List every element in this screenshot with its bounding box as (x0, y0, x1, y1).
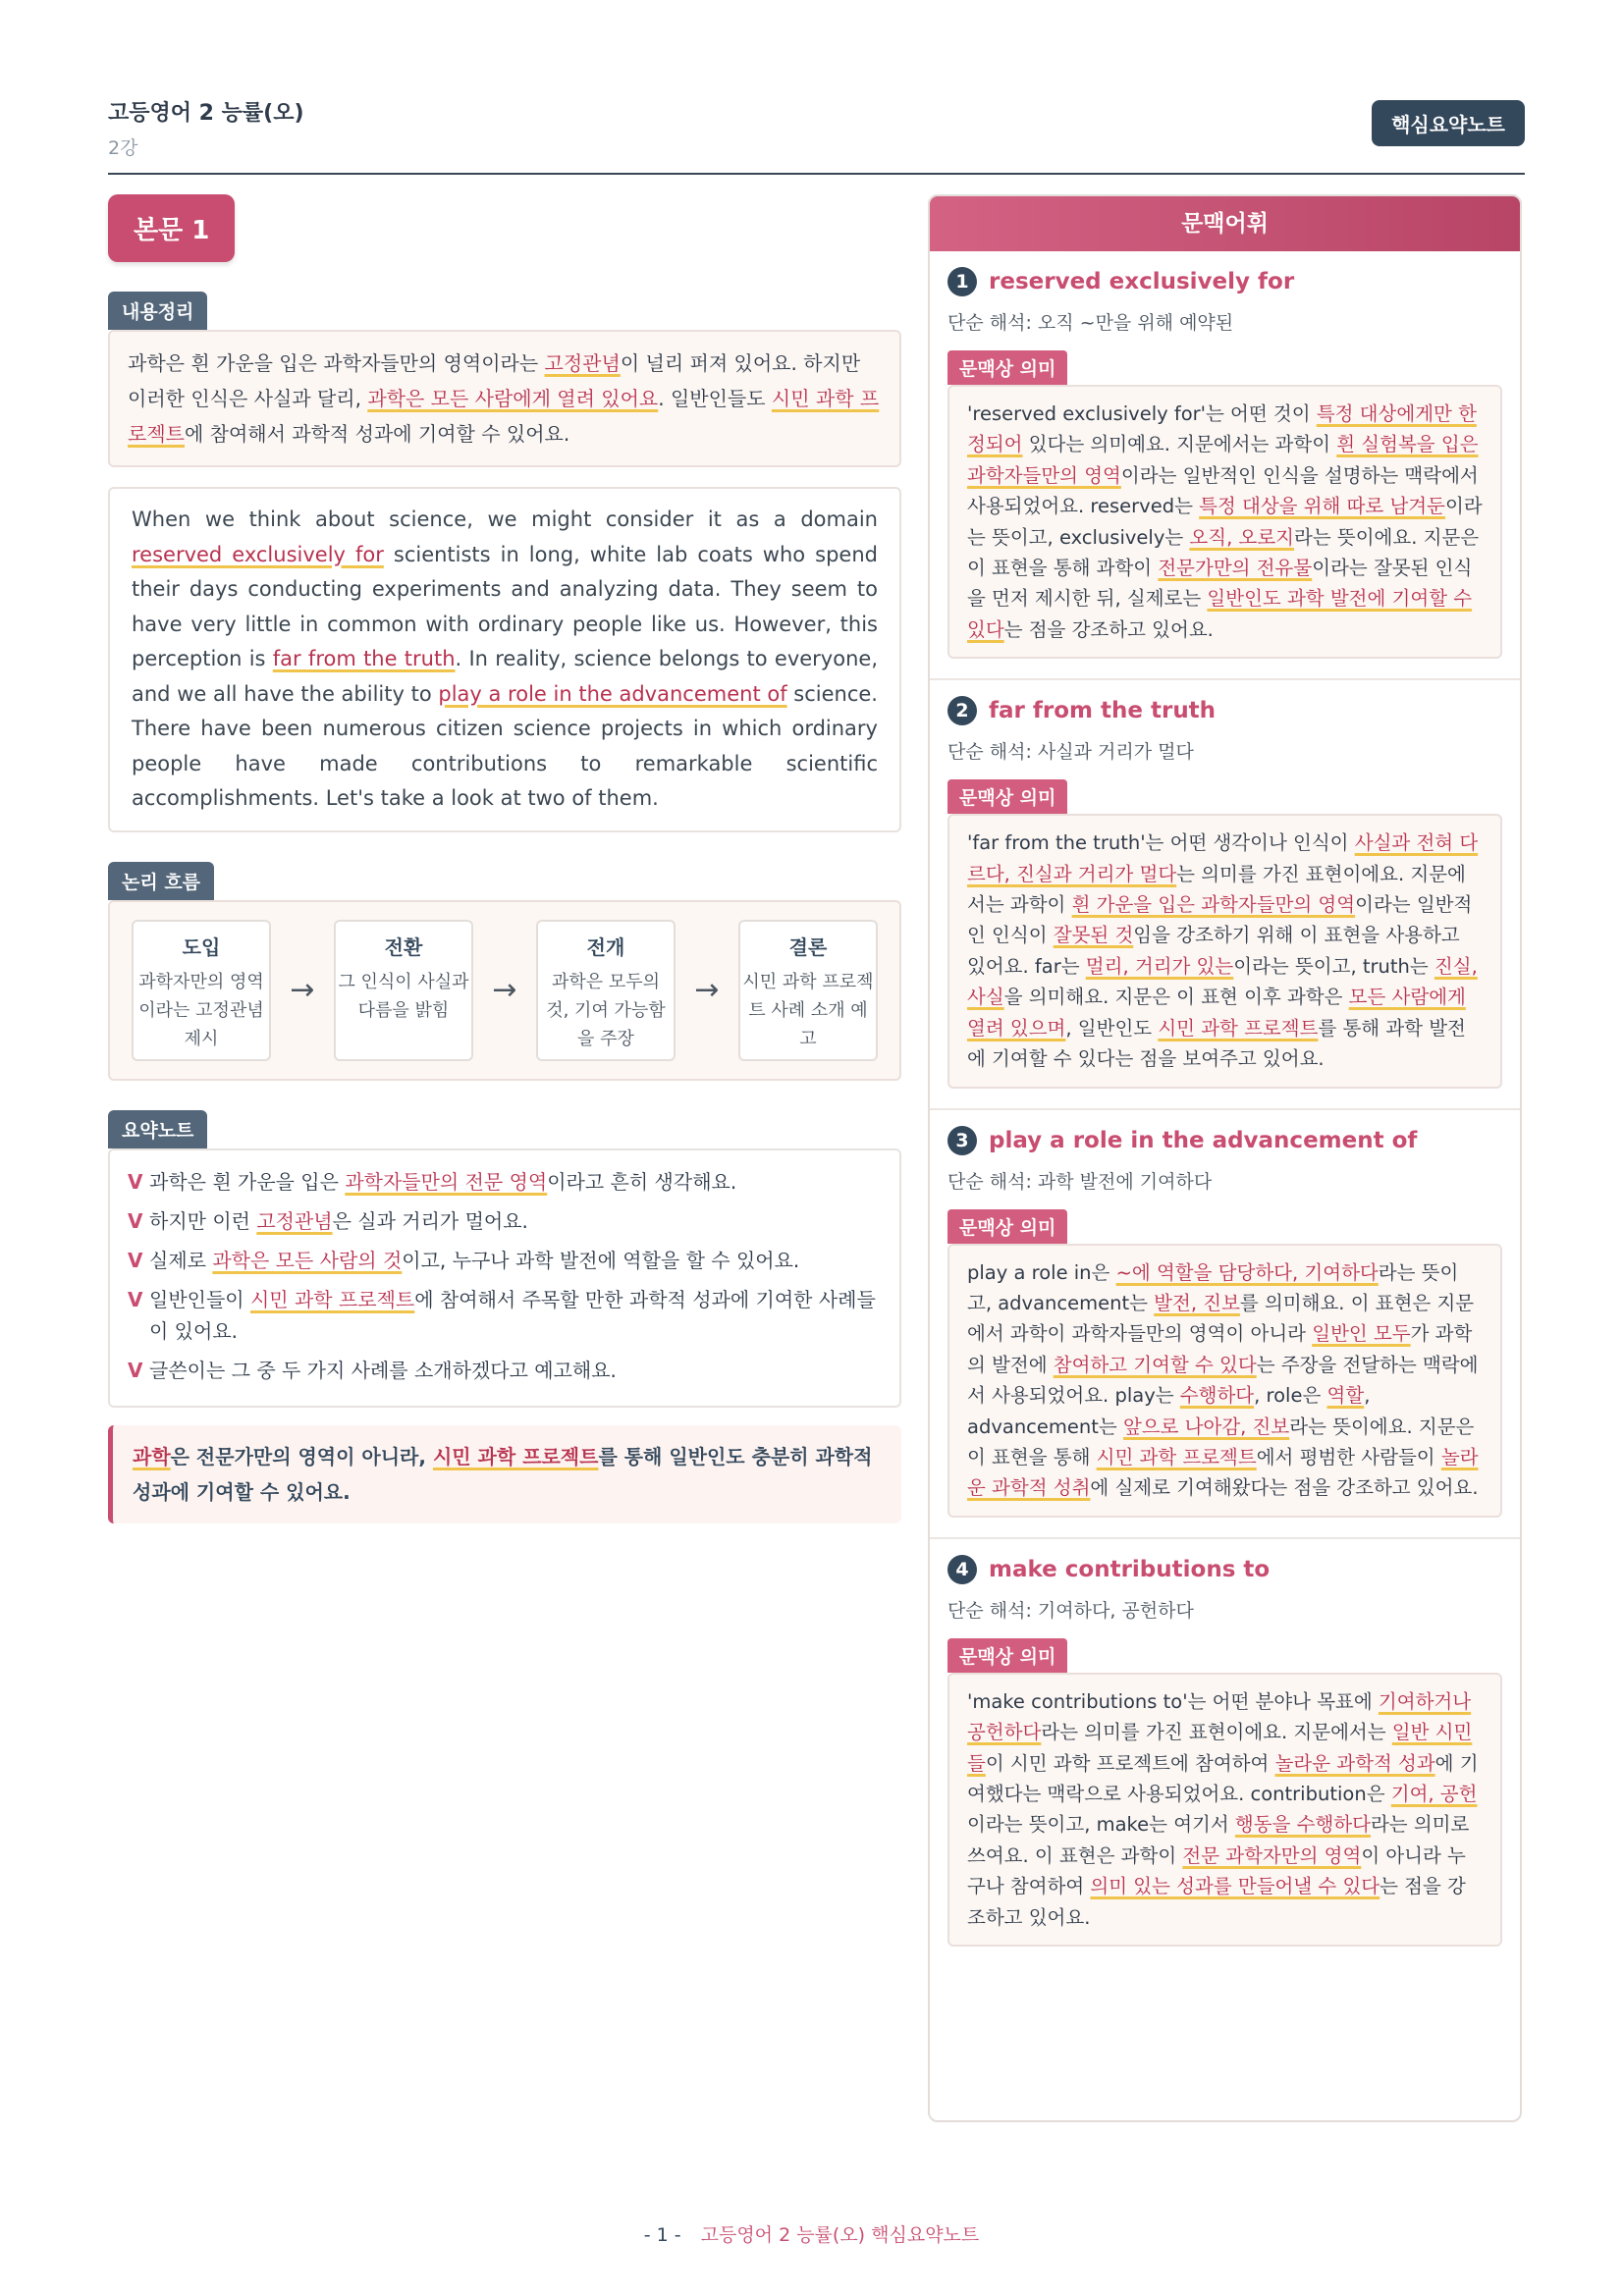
simple-meaning-label: 단순 해석: (947, 312, 1032, 334)
context-highlight: 발전, 진보 (1154, 1291, 1240, 1314)
passage-highlight: reserved exclusively for (132, 542, 384, 566)
vocab-number: 4 (947, 1555, 977, 1584)
context-highlight: 시민 과학 프로젝트 (1096, 1445, 1257, 1468)
flow-step-title: 전개 (586, 934, 625, 959)
context-highlight: 사실과 전혀 다르다, 진실과 거리가 멀다 (967, 831, 1479, 885)
context-text: 라는 의미로 쓰여요. 이 표현은 과학이 (967, 1813, 1470, 1867)
note-item (128, 1205, 882, 1237)
context-highlight: 일반 시민들 (967, 1721, 1473, 1775)
simple-meaning-label: 단순 해석: (947, 1170, 1032, 1193)
left-column (108, 194, 901, 1523)
context-highlight: 의미 있는 성과를 만들어낼 수 있다 (1090, 1875, 1380, 1898)
check-icon: V (128, 1169, 143, 1194)
flow-step-desc: 과학자만의 영역이라는 고정관념 제시 (138, 971, 264, 1049)
vocab-number: 1 (947, 267, 977, 296)
context-text: 라는 뜻이에요. 지문은 이 표현을 통해 과학이 (967, 525, 1480, 580)
vocab-entry (930, 1110, 1520, 1539)
simple-meaning-text: 과학 발전에 기여하다 (1037, 1170, 1213, 1193)
summary-box (108, 330, 901, 467)
vocab-phrase: reserved exclusively for (989, 269, 1295, 294)
note-type-badge: 핵심요약노트 (1372, 100, 1525, 146)
summary-highlight: 시민 과학 프로젝트 (128, 387, 880, 446)
flow-step (738, 920, 878, 1061)
note-text: 에 참여해서 주목할 만한 과학적 성과에 기여한 사례들이 있어요. (149, 1287, 876, 1343)
passage-text: science. There have been numerous citizen science projects in which ordinary people have made contributions to remarkable scientific accomplishments. Let's take a look at two of them. (132, 681, 878, 810)
context-text: 라는 의미를 가진 표현이에요. 지문에서는 (1041, 1721, 1392, 1744)
context-text: 를 의미해요. 이 표현은 지문에서 과학이 과학자들만의 영역이 아니라 (967, 1291, 1475, 1346)
context-meaning-label: 문맥상 의미 (947, 1209, 1067, 1244)
vocab-entry (930, 680, 1520, 1109)
simple-meaning-text: 오직 ~만을 위해 예약된 (1037, 312, 1234, 334)
simple-meaning-label: 단순 해석: (947, 1599, 1032, 1622)
context-meaning-box (947, 385, 1502, 659)
summary-highlight: 고정관념 (544, 351, 621, 375)
context-highlight: 일반인도 과학 발전에 기여할 수 있다 (967, 587, 1473, 641)
conclusion-text: 은 전문가만의 영역이 아니라, (170, 1444, 433, 1468)
right-arrow-icon: → (694, 973, 720, 1007)
context-highlight: 흰 실험복을 입은 과학자들만의 영역 (967, 433, 1479, 487)
context-text: 라는 뜻이에요. 지문은 이 표현을 통해 (967, 1415, 1475, 1468)
passage-box (108, 487, 901, 832)
context-highlight: 일반인 모두 (1312, 1322, 1411, 1346)
context-highlight: 오직, 오로지 (1189, 525, 1294, 549)
context-meaning-box (947, 1244, 1502, 1518)
flow-step-desc: 과학은 모두의 것, 기여 가능함을 주장 (546, 971, 666, 1049)
context-highlight: 전문가만의 전유물 (1158, 557, 1313, 580)
simple-meaning (947, 737, 1502, 764)
context-highlight: ~에 역할을 담당하다, 기여하다 (1115, 1260, 1379, 1284)
context-highlight: 잘못된 것 (1053, 924, 1134, 947)
context-text: 에 실제로 기여해왔다는 점을 강조하고 있어요. (1090, 1476, 1479, 1500)
section-tag: 본문 1 (108, 194, 235, 262)
context-text: , 일반인도 (1065, 1016, 1159, 1040)
context-text: 는 주장을 전달하는 맥락에서 사용되었어요. play는 (967, 1353, 1479, 1408)
summary-highlight: 과학은 모든 사람에게 열려 있어요 (367, 387, 659, 410)
summary-notes-box (108, 1148, 901, 1408)
context-text: 에 기여했다는 맥락으로 사용되었어요. contribution은 (967, 1751, 1479, 1805)
logic-flow-box (108, 900, 901, 1081)
context-text: 이라는 일반적인 인식을 설명하는 맥락에서 사용되었어요. reserved는 (967, 463, 1479, 518)
flow-step (536, 920, 676, 1061)
vocab-phrase: play a role in the advancement of (989, 1127, 1418, 1153)
context-text: 'far from the truth'는 어떤 생각이나 인식이 (967, 831, 1355, 855)
context-highlight: 전문 과학자만의 영역 (1182, 1843, 1362, 1867)
conclusion-box (108, 1425, 901, 1523)
context-text: 있다는 의미예요. 지문에서는 과학이 (1022, 433, 1337, 456)
context-text: 는 점을 강조하고 있어요. (967, 1875, 1466, 1929)
context-text: , role은 (1254, 1384, 1327, 1408)
context-text: 임을 강조하기 위해 이 표현을 사용하고 있어요. far는 (967, 924, 1460, 978)
context-highlight: 기여하거나 공헌하다 (967, 1689, 1472, 1744)
context-highlight: 수행하다 (1179, 1384, 1255, 1408)
note-text: 과학은 흰 가운을 입은 (149, 1169, 346, 1194)
context-meaning-label: 문맥상 의미 (947, 779, 1067, 814)
check-icon: V (128, 1287, 143, 1311)
context-text: , advancement는 (967, 1384, 1371, 1438)
vocab-phrase: far from the truth (989, 698, 1217, 724)
page-number: - 1 - (643, 2224, 681, 2246)
passage-text: When we think about science, we might consider it as a domain (132, 507, 878, 531)
context-highlight: 놀라운 과학적 성취 (967, 1445, 1479, 1500)
context-meaning-box (947, 1673, 1502, 1947)
context-meaning-label: 문맥상 의미 (947, 350, 1067, 385)
context-highlight: 행동을 수행하다 (1234, 1813, 1371, 1837)
context-text: 이라는 뜻이고, exclusively는 (967, 495, 1483, 549)
context-highlight: 참여하고 기여할 수 있다 (1053, 1353, 1257, 1376)
flow-step-desc: 그 인식이 사실과 다름을 밝힘 (338, 971, 469, 1021)
context-highlight: 앞으로 나아감, 진보 (1122, 1415, 1290, 1438)
note-item (128, 1245, 882, 1276)
flow-step-title: 결론 (788, 934, 828, 959)
note-text: 일반인들이 (149, 1287, 250, 1311)
context-text: 이 아니라 누구나 참여하여 (967, 1843, 1466, 1898)
note-item (128, 1284, 882, 1347)
summary-notes-label: 요약노트 (108, 1110, 207, 1148)
lesson-number: 2강 (108, 137, 138, 159)
note-highlight: 과학자들만의 전문 영역 (345, 1169, 548, 1194)
note-highlight: 과학은 모든 사람의 것 (212, 1248, 403, 1272)
summary-label: 내용정리 (108, 292, 207, 330)
passage-text: . In reality, science belongs to everyone, and we all have the ability to (132, 647, 878, 706)
simple-meaning-text: 기여하다, 공헌하다 (1037, 1599, 1194, 1622)
summary-text: 이 널리 퍼져 있어요. 하지만 이러한 인식은 사실과 달리, (128, 351, 861, 410)
note-item (128, 1355, 882, 1386)
summary-section (108, 292, 901, 467)
flow-step (334, 920, 473, 1061)
passage-highlight: far from the truth (272, 647, 456, 670)
simple-meaning (947, 308, 1502, 335)
context-text: play a role in은 (967, 1260, 1116, 1284)
summary-notes-section (108, 1110, 901, 1408)
context-highlight: 특정 대상에게만 한정되어 (967, 402, 1477, 456)
summary-text: 과학은 흰 가운을 입은 과학자들만의 영역이라는 (128, 351, 545, 375)
context-text: 이라는 잘못된 인식을 먼저 제시한 뒤, 실제로는 (967, 557, 1473, 611)
context-highlight: 역할 (1326, 1384, 1365, 1408)
conclusion-text: 를 통해 일반인도 충분히 과학적 성과에 기여할 수 있어요. (133, 1444, 873, 1504)
simple-meaning (947, 1596, 1502, 1623)
context-highlight: 특정 대상을 위해 따로 남겨둔 (1199, 495, 1445, 518)
note-highlight: 시민 과학 프로젝트 (249, 1287, 415, 1311)
context-text: 이 시민 과학 프로젝트에 참여하여 (985, 1751, 1275, 1775)
context-meaning-label: 문맥상 의미 (947, 1638, 1067, 1673)
context-text: 이라는 뜻이고, make는 여기서 (967, 1813, 1235, 1837)
context-text: 이라는 뜻이고, truth는 (1233, 954, 1434, 978)
context-highlight: 모든 사람에게 열려 있으며 (967, 986, 1466, 1040)
context-text: 라는 뜻이고, advancement는 (967, 1260, 1459, 1314)
flow-step-desc: 시민 과학 프로젝트 사례 소개 예고 (742, 971, 874, 1049)
context-text: 이라는 일반적인 인식이 (967, 893, 1473, 947)
context-highlight: 진실, 사실 (967, 954, 1478, 1009)
context-text: 는 의미를 가진 표현이에요. 지문에서는 과학이 (967, 862, 1466, 917)
conclusion-highlight: 과학 (133, 1444, 171, 1468)
page-header (108, 90, 1525, 175)
note-text: 은 실과 거리가 멀어요. (332, 1208, 528, 1233)
simple-meaning-label: 단순 해석: (947, 741, 1032, 764)
passage-text: scientists in long, white lab coats who spend their days conducting experiments and analyzing data. They seem to have very little in common with ordinary people like us. However, this perception is (132, 542, 878, 670)
footer-title: 고등영어 2 능률(오) 핵심요약노트 (700, 2224, 980, 2246)
context-highlight: 흰 가운을 입은 과학자들만의 영역 (1071, 893, 1356, 917)
context-text: 을 의미해요. 지문은 이 표현 이후 과학은 (1003, 986, 1349, 1009)
conclusion-highlight: 시민 과학 프로젝트 (432, 1444, 599, 1468)
check-icon: V (128, 1358, 143, 1382)
right-arrow-icon: → (290, 973, 315, 1007)
summary-text: . 일반인들도 (658, 387, 772, 410)
flow-step-title: 도입 (182, 934, 221, 959)
simple-meaning-text: 사실과 거리가 멀다 (1037, 741, 1194, 764)
context-highlight: 놀라운 과학적 성과 (1274, 1751, 1435, 1775)
context-meaning-box (947, 814, 1502, 1088)
vocab-number: 2 (947, 696, 977, 725)
logic-flow-label: 논리 흐름 (108, 862, 214, 900)
vocab-entry (930, 1539, 1520, 1966)
flow-step (132, 920, 271, 1061)
note-highlight: 고정관념 (256, 1208, 333, 1233)
check-icon: V (128, 1248, 143, 1272)
passage-highlight: play a role in the advancement of (438, 681, 787, 706)
simple-meaning (947, 1167, 1502, 1194)
context-text: 에서 평범한 사람들이 (1256, 1445, 1441, 1468)
logic-flow-section (108, 862, 901, 1081)
check-icon: V (128, 1208, 143, 1233)
context-highlight: 기여, 공헌 (1390, 1782, 1478, 1805)
vocab-header: 문맥어휘 (930, 196, 1520, 251)
note-text: 이라고 흔히 생각해요. (547, 1169, 737, 1194)
page-footer (0, 2220, 1623, 2247)
course-title: 고등영어 2 능률(오) (108, 101, 304, 126)
vocab-number: 3 (947, 1126, 977, 1155)
vocab-panel (928, 194, 1522, 2122)
context-text: 가 과학의 발전에 (967, 1322, 1473, 1376)
note-text: 실제로 (149, 1248, 213, 1272)
note-text: 이고, 누구나 과학 발전에 역할을 할 수 있어요. (402, 1248, 800, 1272)
context-text: 는 점을 강조하고 있어요. (1003, 617, 1214, 641)
vocab-phrase: make contributions to (989, 1556, 1271, 1582)
summary-text: 에 참여해서 과학적 성과에 기여할 수 있어요. (184, 422, 570, 446)
right-arrow-icon: → (492, 973, 517, 1007)
context-text: 'reserved exclusively for'는 어떤 것이 (967, 402, 1317, 425)
note-item (128, 1166, 882, 1198)
vocab-entry (930, 251, 1520, 680)
note-text: 글쓴이는 그 중 두 가지 사례를 소개하겠다고 예고해요. (149, 1358, 617, 1382)
flow-step-title: 전환 (384, 934, 423, 959)
context-text: 를 통해 과학 발전에 기여할 수 있다는 점을 보여주고 있어요. (967, 1016, 1466, 1071)
context-text: 'make contributions to'는 어떤 분야나 목표에 (967, 1689, 1379, 1713)
context-highlight: 시민 과학 프로젝트 (1158, 1016, 1319, 1040)
context-highlight: 멀리, 거리가 있는 (1085, 954, 1234, 978)
note-text: 하지만 이런 (149, 1208, 257, 1233)
